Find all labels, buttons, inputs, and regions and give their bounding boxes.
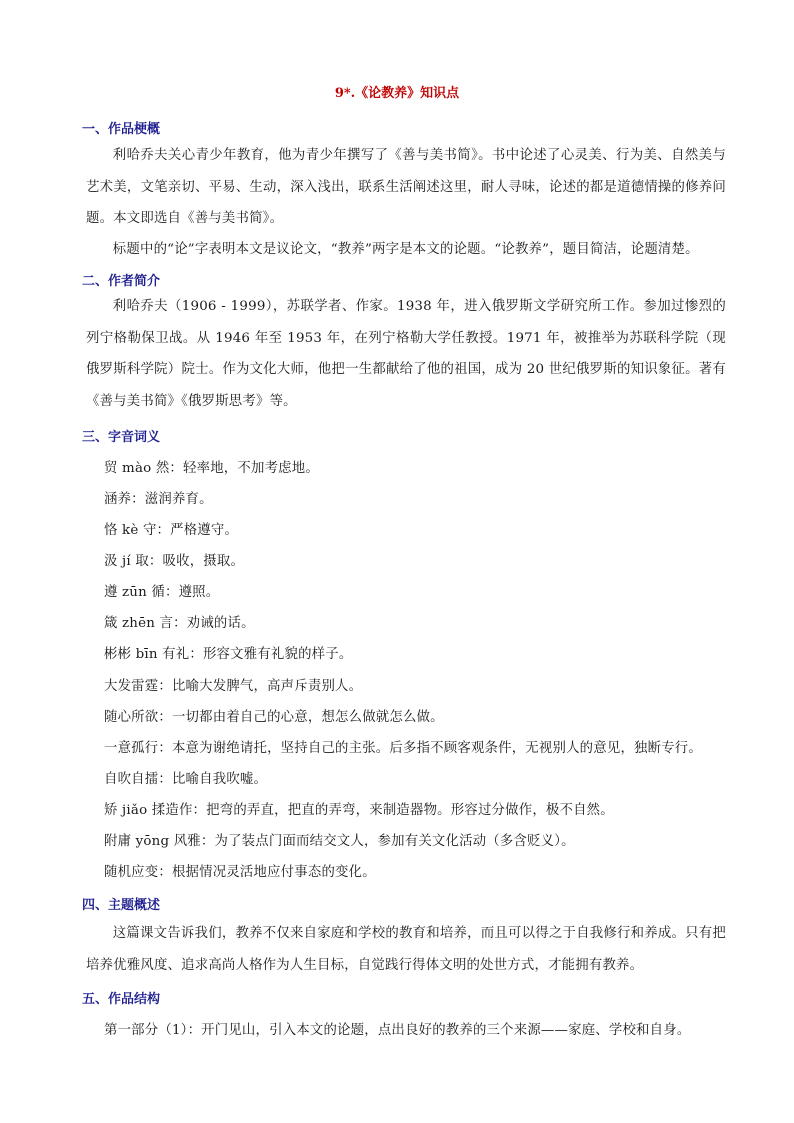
section-heading-theme: 四、主题概述 <box>82 898 161 913</box>
vocab-item: 恪 kè 守：严格遵守。 <box>104 523 239 538</box>
vocab-item: 彬彬 bīn 有礼：形容文雅有礼貌的样子。 <box>104 647 353 662</box>
vocab-item: 涵养：滋润养育。 <box>104 492 213 507</box>
vocab-item: 汲 jí 取：吸收，摄取。 <box>104 554 245 569</box>
vocab-item: 自吹自擂：比喻自我吹嘘。 <box>104 772 268 787</box>
vocab-item: 遵 zūn 循：遵照。 <box>104 585 220 600</box>
author-paragraph: 利哈乔夫（1906 - 1999），苏联学者、作家。1938 年，进入俄罗斯文学研究所工作。参加过惨烈的列宁格勒保卫战。从 1946 年至 1953 年，在列宁格勒大学任教授。1971 年，被推举为苏联科学院（现俄罗斯科学院）院士。作为文化大师，他把一生都献给了他的祖国，成为 20 世纪俄罗斯的知识象征。著有《善与美书简》《俄罗斯思考》等。 <box>86 299 726 409</box>
section-heading-author: 二、作者简介 <box>82 274 161 289</box>
vocab-item: 箴 zhēn 言：劝诫的话。 <box>104 616 255 631</box>
section-heading-synopsis: 一、作品梗概 <box>82 122 161 137</box>
synopsis-paragraph-2: 标题中的“论”字表明本文是议论文，“教养”两字是本文的论题。“论教养”，题目简洁，论题清楚。 <box>112 242 699 257</box>
synopsis-paragraph-1: 利哈乔夫关心青少年教育，他为青少年撰写了《善与美书简》。书中论述了心灵美、行为美、自然美与艺术美，文笔亲切、平易、生动，深入浅出，联系生活阐述这里，耐人寻味，论述的都是道德情操的修养问题。本文即选自《善与美书简》。 <box>86 148 726 226</box>
vocab-item: 附庸 yōng 风雅：为了装点门面而结交文人，参加有关文化活动（多含贬义）。 <box>104 834 575 849</box>
vocab-item: 矫 jiǎo 揉造作：把弯的弄直，把直的弄弯，来制造器物。形容过分做作，极不自然。 <box>104 803 614 818</box>
page-title: 9*.《论教养》知识点 <box>334 86 460 101</box>
theme-paragraph: 这篇课文告诉我们，教养不仅来自家庭和学校的教育和培养，而且可以得之于自我修行和养成。只有把培养优雅风度、追求高尚人格作为人生目标，自觉践行得体文明的处世方式，才能拥有教养。 <box>86 926 726 973</box>
vocab-item: 随心所欲：一切都由着自己的心意，想怎么做就怎么做。 <box>104 710 444 725</box>
structure-item: 第一部分（1）：开门见山，引入本文的论题，点出良好的教养的三个来源——家庭、学校和自身。 <box>104 1023 691 1038</box>
vocab-item: 大发雷霆：比喻大发脾气，高声斥责别人。 <box>104 679 363 694</box>
section-heading-structure: 五、作品结构 <box>82 992 161 1007</box>
section-heading-vocabulary: 三、字音词义 <box>82 430 161 445</box>
vocab-item: 随机应变：根据情况灵活地应付事态的变化。 <box>104 865 376 880</box>
vocab-item: 一意孤行：本意为谢绝请托，坚持自己的主张。后多指不顾客观条件，无视别人的意见，独断专行。 <box>104 741 702 756</box>
vocab-item: 贸 mào 然：轻率地，不加考虑地。 <box>104 461 319 476</box>
